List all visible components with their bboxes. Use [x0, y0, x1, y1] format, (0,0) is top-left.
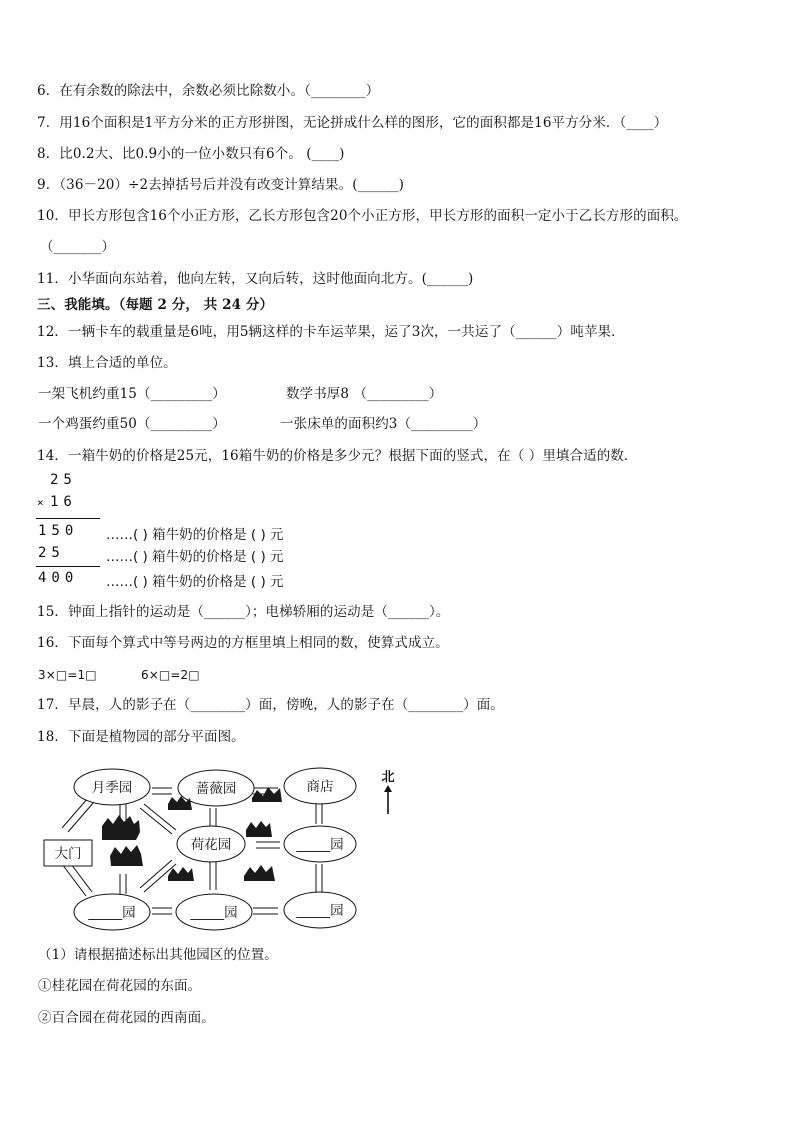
- question-17: 17．早晨，人的影子在（________）面，傍晚，人的影子在（________）面。: [37, 697, 504, 713]
- question-8: 8．比0.2大、比0.9小的一位小数只有6个。 (____): [37, 146, 345, 162]
- label-blank-garden-southeast: _____园: [296, 903, 344, 919]
- section-3-heading: 三、我能填。（每题 2 分， 共 24 分）: [37, 297, 274, 313]
- rule-1: [36, 518, 100, 519]
- question-7: 7．用16个面积是1平方分米的正方形拼图，无论拼成什么样的图形，它的面积都是16平方分米．（____）: [37, 115, 668, 131]
- question-13a: 一架飞机约重15（_________）: [38, 386, 226, 402]
- question-13c: 一个鸡蛋约重50（_________）: [38, 416, 226, 432]
- label-blank-garden-east: _____园: [296, 837, 344, 853]
- label-qiangwei-garden: 蔷薇园: [195, 781, 237, 797]
- label-hehua-garden: 荷花园: [190, 837, 232, 853]
- vertical-multiplication: [36, 472, 416, 594]
- question-14: 14．一箱牛奶的价格是25元，16箱牛奶的价格是多少元？根据下面的竖式，在（ ）里填合适的数．: [37, 448, 638, 464]
- label-shop: 商店: [306, 779, 334, 795]
- row-1-text: ……( ) 箱牛奶的价格是 ( ) 元: [106, 527, 284, 543]
- question-18-hint-2: ②百合园在荷花园的西南面。: [38, 1010, 215, 1026]
- question-10-answer-blank: （_______）: [40, 239, 116, 255]
- question-13: 13．填上合适的单位。: [37, 355, 177, 371]
- question-16a: 3×□=1□: [38, 668, 97, 682]
- question-15: 15．钟面上指针的运动是（______）；电梯轿厢的运动是（______）。: [37, 604, 450, 620]
- question-13b: 数学书厚8 （_________）: [286, 386, 443, 402]
- question-13d: 一张床单的面积约3（_________）: [280, 416, 487, 432]
- multiplier: 16: [50, 494, 77, 510]
- partial-product-1: 150: [38, 523, 79, 539]
- partial-product-2: 25: [38, 545, 65, 561]
- multiplicand: 25: [50, 472, 77, 488]
- label-blank-garden-south: _____园: [190, 905, 238, 921]
- label-main-gate: 大门: [54, 846, 82, 862]
- question-18-hint-1: ①桂花园在荷花园的东面。: [38, 978, 202, 994]
- question-16: 16．下面每个算式中等号两边的方框里填上相同的数，使算式成立。: [37, 635, 449, 651]
- botanical-garden-map: [40, 764, 380, 936]
- north-arrow-icon: [376, 768, 400, 818]
- question-10: 10．甲长方形包含16个小正方形，乙长方形包含20个小正方形，甲长方形的面积一定小于乙长方形的面积。: [37, 208, 688, 224]
- row-3-text: ……( ) 箱牛奶的价格是 ( ) 元: [106, 574, 284, 590]
- times-sign: ×: [37, 496, 44, 509]
- question-12: 12．一辆卡车的载重量是6吨，用5辆这样的卡车运苹果，运了3次，一共运了（______）吨苹果．: [37, 324, 625, 340]
- north-label: 北: [381, 770, 395, 785]
- total-product: 400: [38, 570, 79, 586]
- label-yueji-garden: 月季园: [91, 780, 133, 796]
- question-18-part-1: （1）请根据描述标出其他园区的位置。: [38, 947, 278, 963]
- question-16b: 6×□=2□: [141, 668, 200, 682]
- question-6: 6．在有余数的除法中，余数必须比除数小。（________）: [37, 83, 380, 99]
- label-blank-garden-southwest: _____园: [88, 905, 136, 921]
- question-9: 9．（36－20）÷2去掉括号后并没有改变计算结果。(______): [37, 177, 405, 193]
- question-11: 11．小华面向东站着，他向左转，又向后转，这时他面向北方。(______): [37, 271, 474, 287]
- row-2-text: ……( ) 箱牛奶的价格是 ( ) 元: [106, 549, 284, 565]
- question-18: 18．下面是植物园的部分平面图。: [37, 729, 245, 745]
- rule-2: [36, 566, 100, 567]
